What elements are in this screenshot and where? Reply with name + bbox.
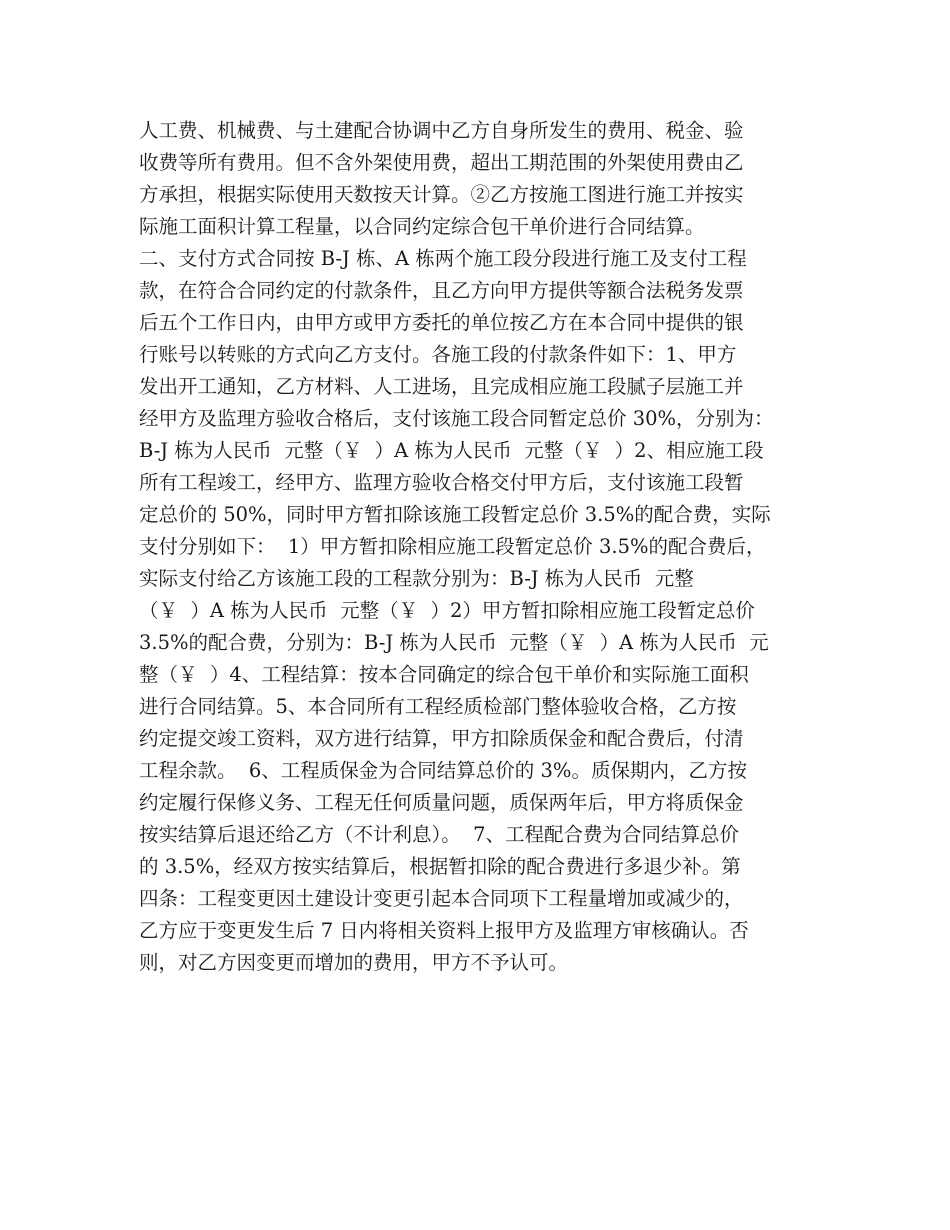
text-line: 经甲方及监理方验收合格后，支付该施工段合同暂定总价 30%，分别为： [139,407,774,430]
text-line: 际施工面积计算工程量，以合同约定综合包干单价进行合同结算。 [139,215,705,238]
text-line: B-J 栋为人民币 元整（￥ ）A 栋为人民币 元整（￥ ）2、相应施工段 [139,439,764,462]
text-line: 约定提交竣工资料，双方进行结算，甲方扣除质保金和配合费后，付清 [139,727,744,750]
text-line: 的 3.5%，经双方按实结算后，根据暂扣除的配合费进行多退少补。第 [139,855,741,878]
document-body [139,115,829,979]
text-line: 实际支付给乙方该施工段的工程款分别为：B-J 栋为人民币 元整 [139,567,694,590]
text-line: 人工费、机械费、与土建配合协调中乙方自身所发生的费用、税金、验 [139,119,744,142]
text-line: 约定履行保修义务、工程无任何质量问题，质保两年后，甲方将质保金 [139,791,744,814]
text-line: （￥ ）A 栋为人民币 元整（￥ ）2）甲方暂扣除相应施工段暂定总价 [139,599,755,622]
text-line: 整（￥ ）4、工程结算：按本合同确定的综合包干单价和实际施工面积 [139,663,749,686]
text-line: 款，在符合合同约定的付款条件，且乙方向甲方提供等额合法税务发票 [139,279,744,302]
text-line: 所有工程竣工，经甲方、监理方验收合格交付甲方后，支付该施工段暂 [139,471,744,494]
text-line: 四条：工程变更因土建设计变更引起本合同项下工程量增加或减少的， [139,887,744,910]
text-line: 行账号以转账的方式向乙方支付。各施工段的付款条件如下：1、甲方 [139,343,737,366]
text-line: 按实结算后退还给乙方（不计利息）。 7、工程配合费为合同结算总价 [139,823,740,846]
text-line: 进行合同结算。5、本合同所有工程经质检部门整体验收合格，乙方按 [139,695,737,718]
text-line: 支付分别如下： 1）甲方暂扣除相应施工段暂定总价 3.5%的配合费后， [139,535,766,558]
text-line: 收费等所有费用。但不含外架使用费，超出工期范围的外架使用费由乙 [139,151,744,174]
text-line: 定总价的 50%，同时甲方暂扣除该施工段暂定总价 3.5%的配合费，实际 [139,503,771,526]
text-line: 后五个工作日内，由甲方或甲方委托的单位按乙方在本合同中提供的银 [139,311,744,334]
text-line: 3.5%的配合费，分别为：B-J 栋为人民币 元整（￥ ）A 栋为人民币 元 [139,631,769,654]
text-line: 则，对乙方因变更而增加的费用，甲方不予认可。 [139,951,569,974]
text-line: 发出开工通知，乙方材料、人工进场，且完成相应施工段腻子层施工并 [139,375,744,398]
text-line: 二、支付方式合同按 B-J 栋、A 栋两个施工段分段进行施工及支付工程 [139,247,747,270]
text-line: 乙方应于变更发生后 7 日内将相关资料上报甲方及监理方审核确认。否 [139,919,749,942]
text-line: 方承担，根据实际使用天数按天计算。②乙方按施工图进行施工并按实 [139,183,744,206]
text-line: 工程余款。 6、工程质保金为合同结算总价的 3%。质保期内，乙方按 [139,759,747,782]
